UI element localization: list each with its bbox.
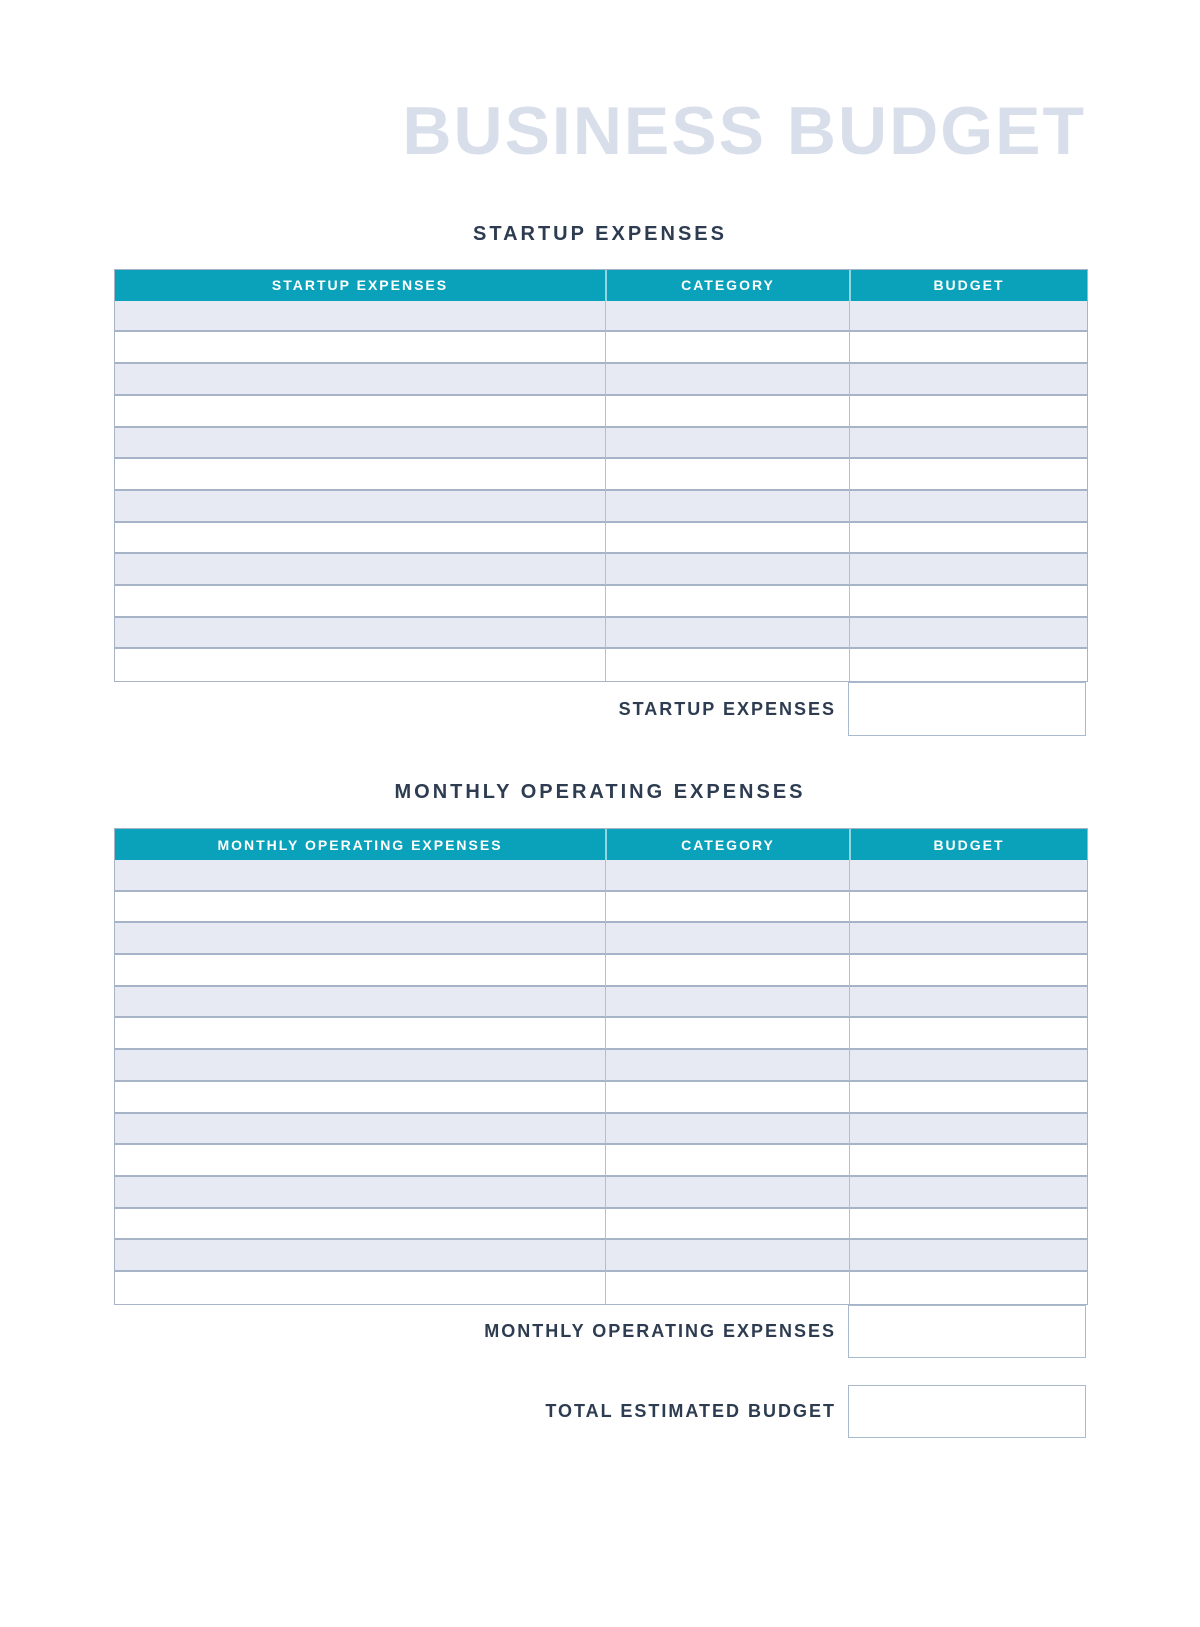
table-row xyxy=(115,955,1087,987)
budget-cell[interactable] xyxy=(849,923,1087,955)
startup-total-label: STARTUP EXPENSES xyxy=(618,698,836,719)
category-cell[interactable] xyxy=(605,1018,849,1050)
expense-name-cell[interactable] xyxy=(115,428,605,460)
category-cell[interactable] xyxy=(605,1177,849,1209)
expense-name-cell[interactable] xyxy=(115,523,605,555)
category-cell[interactable] xyxy=(605,923,849,955)
budget-cell[interactable] xyxy=(849,364,1087,396)
expense-name-cell[interactable] xyxy=(115,923,605,955)
expense-name-cell[interactable] xyxy=(115,301,605,333)
expense-name-cell[interactable] xyxy=(115,987,605,1019)
budget-cell[interactable] xyxy=(849,892,1087,924)
page-title: BUSINESS BUDGET xyxy=(402,93,1086,169)
budget-document-page xyxy=(114,94,1086,1535)
expense-name-cell[interactable] xyxy=(115,396,605,428)
category-cell[interactable] xyxy=(605,1082,849,1114)
budget-cell[interactable] xyxy=(849,860,1087,892)
category-cell[interactable] xyxy=(605,1050,849,1082)
expense-name-cell[interactable] xyxy=(115,1209,605,1241)
column-header-category: CATEGORY xyxy=(605,829,849,860)
category-cell[interactable] xyxy=(605,955,849,987)
table-row xyxy=(115,892,1087,924)
budget-cell[interactable] xyxy=(849,554,1087,586)
expense-name-cell[interactable] xyxy=(115,649,605,681)
table-row xyxy=(115,618,1087,650)
category-cell[interactable] xyxy=(605,523,849,555)
table-row xyxy=(115,1240,1087,1272)
expense-name-cell[interactable] xyxy=(115,586,605,618)
category-cell[interactable] xyxy=(605,459,849,491)
budget-cell[interactable] xyxy=(849,1050,1087,1082)
budget-cell[interactable] xyxy=(849,523,1087,555)
budget-cell[interactable] xyxy=(849,955,1087,987)
grand-total-row xyxy=(114,1385,1086,1438)
table-row xyxy=(115,332,1087,364)
budget-cell[interactable] xyxy=(849,332,1087,364)
column-header-budget: BUDGET xyxy=(849,829,1087,860)
expense-name-cell[interactable] xyxy=(115,1177,605,1209)
category-cell[interactable] xyxy=(605,428,849,460)
table-row xyxy=(115,649,1087,681)
startup-table-header-row xyxy=(115,270,1087,301)
category-cell[interactable] xyxy=(605,301,849,333)
table-row xyxy=(115,860,1087,892)
budget-cell[interactable] xyxy=(849,649,1087,681)
monthly-table-header-row xyxy=(115,829,1087,860)
category-cell[interactable] xyxy=(605,1145,849,1177)
budget-cell[interactable] xyxy=(849,618,1087,650)
monthly-total-label: MONTHLY OPERATING EXPENSES xyxy=(484,1320,836,1341)
budget-cell[interactable] xyxy=(849,1018,1087,1050)
budget-cell[interactable] xyxy=(849,396,1087,428)
expense-name-cell[interactable] xyxy=(115,332,605,364)
category-cell[interactable] xyxy=(605,1209,849,1241)
budget-cell[interactable] xyxy=(849,459,1087,491)
table-row xyxy=(115,459,1087,491)
table-row xyxy=(115,554,1087,586)
table-row xyxy=(115,1114,1087,1146)
expense-name-cell[interactable] xyxy=(115,618,605,650)
budget-cell[interactable] xyxy=(849,491,1087,523)
expense-name-cell[interactable] xyxy=(115,459,605,491)
budget-cell[interactable] xyxy=(849,1272,1087,1304)
expense-name-cell[interactable] xyxy=(115,1050,605,1082)
category-cell[interactable] xyxy=(605,586,849,618)
startup-expenses-table xyxy=(114,269,1088,682)
startup-section-heading: STARTUP EXPENSES xyxy=(473,222,727,245)
category-cell[interactable] xyxy=(605,491,849,523)
grand-total-box[interactable] xyxy=(848,1385,1086,1438)
expense-name-cell[interactable] xyxy=(115,955,605,987)
table-row xyxy=(115,1272,1087,1304)
monthly-section-heading: MONTHLY OPERATING EXPENSES xyxy=(394,781,806,804)
table-row xyxy=(115,1082,1087,1114)
category-cell[interactable] xyxy=(605,649,849,681)
monthly-total-box[interactable] xyxy=(848,1305,1086,1358)
startup-total-box[interactable] xyxy=(848,682,1086,736)
expense-name-cell[interactable] xyxy=(115,491,605,523)
category-cell[interactable] xyxy=(605,1114,849,1146)
expense-name-cell[interactable] xyxy=(115,1272,605,1304)
budget-cell[interactable] xyxy=(849,987,1087,1019)
budget-cell[interactable] xyxy=(849,301,1087,333)
expense-name-cell[interactable] xyxy=(115,1145,605,1177)
grand-total-label: TOTAL ESTIMATED BUDGET xyxy=(545,1400,836,1421)
category-cell[interactable] xyxy=(605,332,849,364)
table-row xyxy=(115,586,1087,618)
expense-name-cell[interactable] xyxy=(115,1114,605,1146)
expense-name-cell[interactable] xyxy=(115,1240,605,1272)
budget-cell[interactable] xyxy=(849,428,1087,460)
budget-cell[interactable] xyxy=(849,1082,1087,1114)
table-row xyxy=(115,523,1087,555)
table-row xyxy=(115,1050,1087,1082)
table-row xyxy=(115,1209,1087,1241)
budget-cell[interactable] xyxy=(849,586,1087,618)
table-row xyxy=(115,987,1087,1019)
expense-name-cell[interactable] xyxy=(115,1018,605,1050)
budget-cell[interactable] xyxy=(849,1177,1087,1209)
budget-cell[interactable] xyxy=(849,1209,1087,1241)
monthly-total-row xyxy=(114,1305,1086,1358)
startup-total-row xyxy=(114,682,1086,736)
column-header-category: CATEGORY xyxy=(605,270,849,301)
category-cell[interactable] xyxy=(605,1272,849,1304)
expense-name-cell[interactable] xyxy=(115,364,605,396)
table-row xyxy=(115,301,1087,333)
expense-name-cell[interactable] xyxy=(115,892,605,924)
category-cell[interactable] xyxy=(605,396,849,428)
table-row xyxy=(115,396,1087,428)
category-cell[interactable] xyxy=(605,892,849,924)
column-header-startup-expenses: STARTUP EXPENSES xyxy=(115,270,605,301)
table-row xyxy=(115,1018,1087,1050)
table-row xyxy=(115,923,1087,955)
table-row xyxy=(115,428,1087,460)
expense-name-cell[interactable] xyxy=(115,1082,605,1114)
table-row xyxy=(115,491,1087,523)
category-cell[interactable] xyxy=(605,1240,849,1272)
table-row xyxy=(115,1145,1087,1177)
table-row xyxy=(115,364,1087,396)
category-cell[interactable] xyxy=(605,554,849,586)
category-cell[interactable] xyxy=(605,860,849,892)
category-cell[interactable] xyxy=(605,364,849,396)
category-cell[interactable] xyxy=(605,618,849,650)
budget-cell[interactable] xyxy=(849,1114,1087,1146)
table-row xyxy=(115,1177,1087,1209)
expense-name-cell[interactable] xyxy=(115,554,605,586)
monthly-expenses-table xyxy=(114,828,1088,1305)
expense-name-cell[interactable] xyxy=(115,860,605,892)
category-cell[interactable] xyxy=(605,987,849,1019)
budget-cell[interactable] xyxy=(849,1240,1087,1272)
column-header-budget: BUDGET xyxy=(849,270,1087,301)
budget-cell[interactable] xyxy=(849,1145,1087,1177)
column-header-monthly-operating-expenses: MONTHLY OPERATING EXPENSES xyxy=(115,829,605,860)
